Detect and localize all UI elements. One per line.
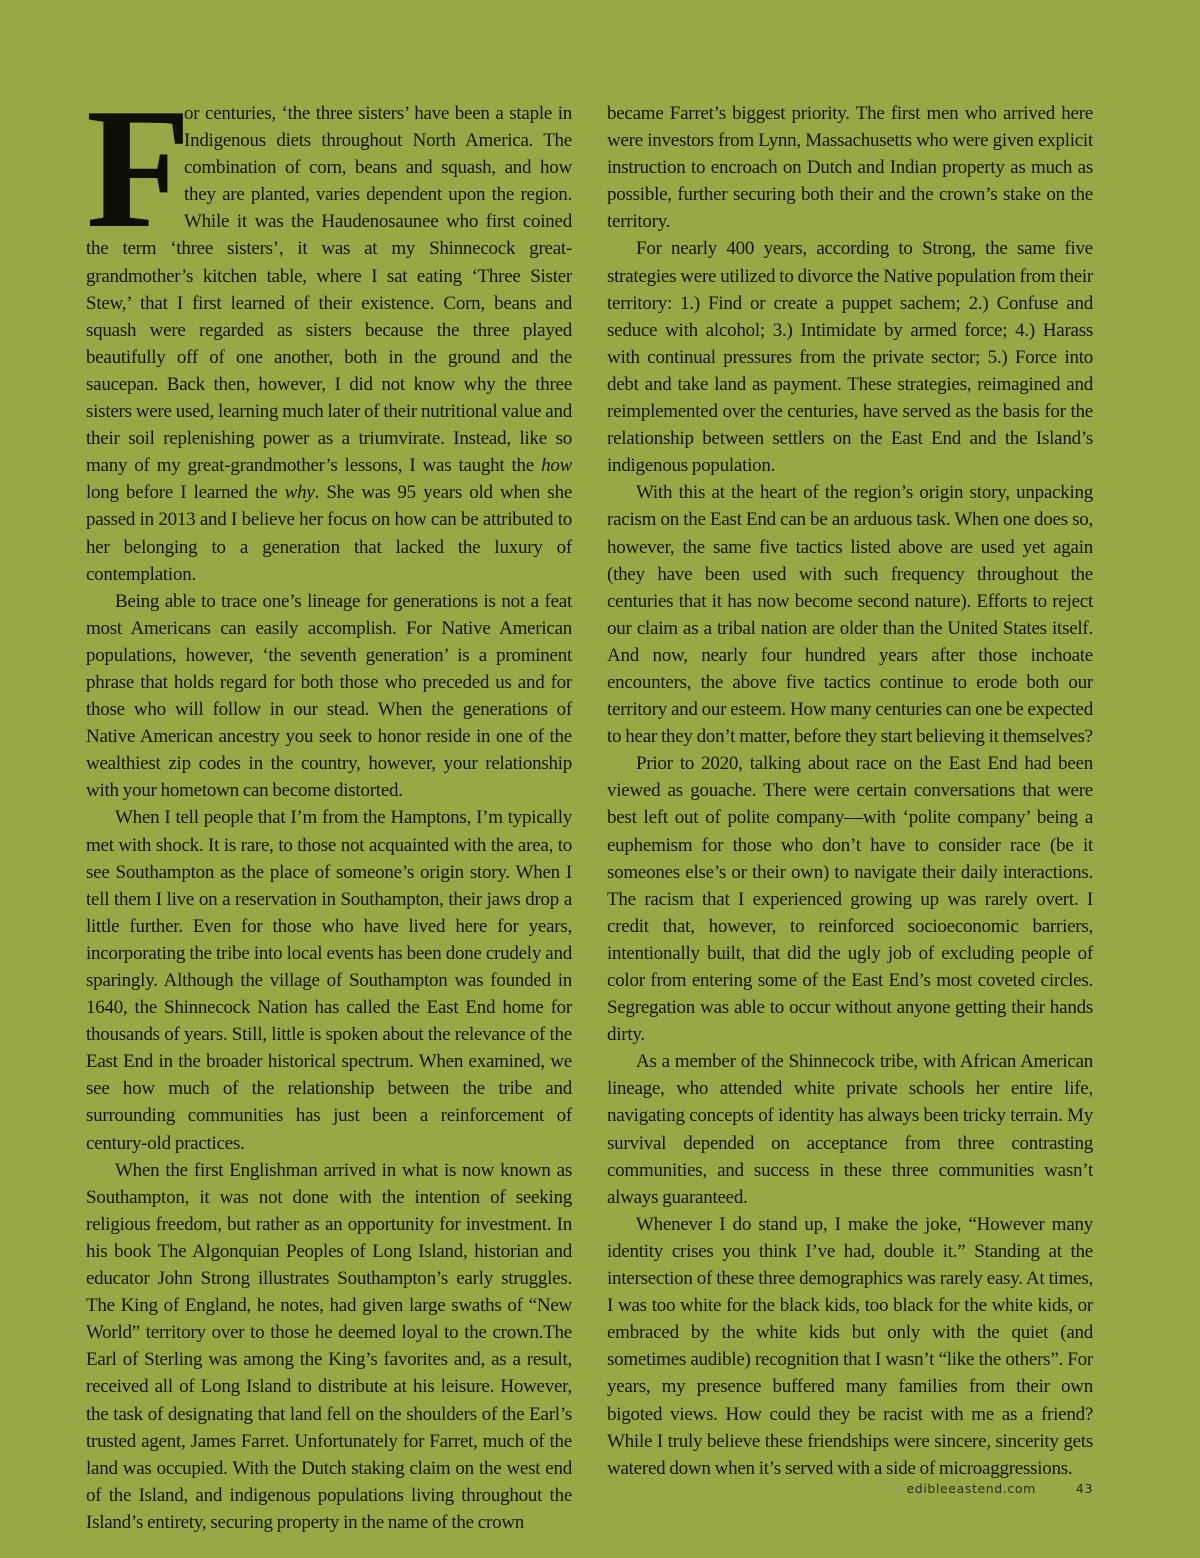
paragraph-text: . She was 95 years old when she passed in 2013 and I believe her focus on how can be attributed to her belonging to a generation that lacked the luxury of contemplation. — [86, 482, 572, 585]
article-paragraph: became Farret’s biggest priority. The first men who arrived here were investors from Lynn, Massachusetts who were given explicit instruction to encroach on Dutch and Indian property as much as possible, further securing both their and the crown’s stake on the territory. — [607, 103, 1093, 233]
article-paragraph: Whenever I do stand up, I make the joke, “However many identity crises you think I’ve had, double it.” Standing at the intersection of these three demographics was rarely easy. At times, I was too white for the black kids, too black for the white kids, or embraced by the white kids but only with the quiet (and sometimes audible) recognition that I wasn’t “like the others”. For years, my presence buffered many families from their own bigoted views. How could they be racist with me as a friend? While I truly believe these friendships were sincere, sincerity gets watered down when it’s served with a side of microaggressions. — [607, 1213, 1093, 1479]
page-number: 43 — [1075, 1481, 1093, 1496]
paragraph-text: long before I learned the — [86, 482, 285, 504]
drop-cap: F — [86, 74, 192, 264]
article-paragraph: Being able to trace one’s lineage for generations is not a feat most Americans can easily accomplish. For Native American populations, however, ‘the seventh generation’ is a prominent phrase that holds regard for both those who preceded us and for those who will follow in our stead. When the generations of Native American ancestry you seek to honor reside in one of the wealthiest zip codes in the country, however, your relationship with your hometown can become distorted. — [86, 590, 572, 802]
paragraph-text: or centuries, ‘the three sisters’ have been a staple in Indigenous diets throughout North America. The combination of corn, beans and squash, and how they are planted, varies dependent upon the region. While it was the Haudenosaunee who first coined the term ‘three sisters’, it was at my Shinnecock great-grandmother’s kitchen table, where I sat eating ‘Three Sister Stew,’ that I first learned of their existence. Corn, beans and squash were regarded as sisters because the three played beautifully off of one another, both in the ground and the saucepan. Back then, however, I did not know why the three sisters were used, learning much later of their nutritional value and their soil replenishing power as a triumvirate. Instead, like so many of my great-grandmother’s lessons, I was taught the — [86, 103, 572, 477]
article-paragraph: Prior to 2020, talking about race on the East End had been viewed as gouache. There were certain conversations that were best left out of polite company—with ‘polite company’ being a euphemism for those who don’t have to consider race (be it someones else’s or their own) to navigate their daily interactions. The racism that I experienced growing up was rarely overt. I credit that, however, to reinforced socioeconomic barriers, intentionally built, that did the ugly job of excluding people of color from entering some of the East End’s most coveted circles. Segregation was able to occur without anyone getting their hands dirty. — [607, 753, 1093, 1046]
article-paragraph: As a member of the Shinnecock tribe, with African American lineage, who attended white private schools her entire life, navigating concepts of identity has always been tricky terrain. My survival depended on acceptance from three contrasting communities, and success in these three communities wasn’t always guaranteed. — [607, 1051, 1093, 1208]
article-paragraph — [86, 74, 572, 588]
emphasis-text: why — [284, 482, 315, 504]
page-footer — [907, 1481, 1094, 1496]
article-paragraph: When I tell people that I’m from the Hamptons, I’m typically met with shock. It is rare, to those not acquainted with the area, to see Southampton as the place of someone’s origin story. When I tell them I live on a reservation in Southampton, their jaws drop a little further. Even for those who have lived here for years, incorporating the tribe into local events has been done crudely and sparingly. Although the village of Southampton was founded in 1640, the Shinnecock Nation has called the East End home for thousands of years. Still, little is spoken about the relevance of the East End in the broader historical spectrum. When examined, we see how much of the relationship between the tribe and surrounding communities has just been a reinforcement of century-old practices. — [86, 807, 572, 1154]
article-column-right — [607, 100, 1093, 1482]
footer-website: edibleeastend.com — [906, 1481, 1036, 1496]
article-paragraph: When the first Englishman arrived in what is now known as Southampton, it was not done with the intention of seeking religious freedom, but rather as an opportunity for investment. In his book The Algonquian Peoples of Long Island, historian and educator John Strong illustrates Southampton’s early struggles. The King of England, he notes, had given large swaths of “New World” territory over to those he deemed loyal to the crown.The Earl of Sterling was among the King’s favorites and, as a result, received all of Long Island to distribute at his leisure. However, the task of designating that land fell on the shoulders of the Earl’s trusted agent, James Farret. Unfortunately for Farret, much of the land was occupied. With the Dutch staking claim on the west end of the Island, and indigenous populations living throughout the Island’s entirety, securing property in the name of the crown — [86, 1159, 572, 1533]
emphasis-text: how — [541, 455, 572, 477]
article-paragraph: With this at the heart of the region’s origin story, unpacking racism on the East End can be an arduous task. When one does so, however, the same five tactics listed above are used yet again (they have been used with such frequency throughout the centuries that it has now become second nature). Efforts to reject our claim as a tribal nation are older than the United States itself. And now, nearly four hundred years after those inchoate encounters, the above five tactics continue to erode both our territory and our esteem. How many centuries can one be expected to hear they don’t matter, before they start believing it themselves? — [607, 482, 1093, 748]
article-paragraph: For nearly 400 years, according to Strong, the same five strategies were utilized to divorce the Native population from their territory: 1.) Find or create a puppet sachem; 2.) Confuse and seduce with alcohol; 3.) Intimidate by armed force; 4.) Harass with continual pressures from the private sector; 5.) Force into debt and take land as payment. These strategies, reimagined and reimplemented over the centuries, have served as the basis for the relationship between settlers on the East End and the Island’s indigenous population. — [607, 238, 1093, 477]
article-column-left — [86, 74, 572, 1536]
